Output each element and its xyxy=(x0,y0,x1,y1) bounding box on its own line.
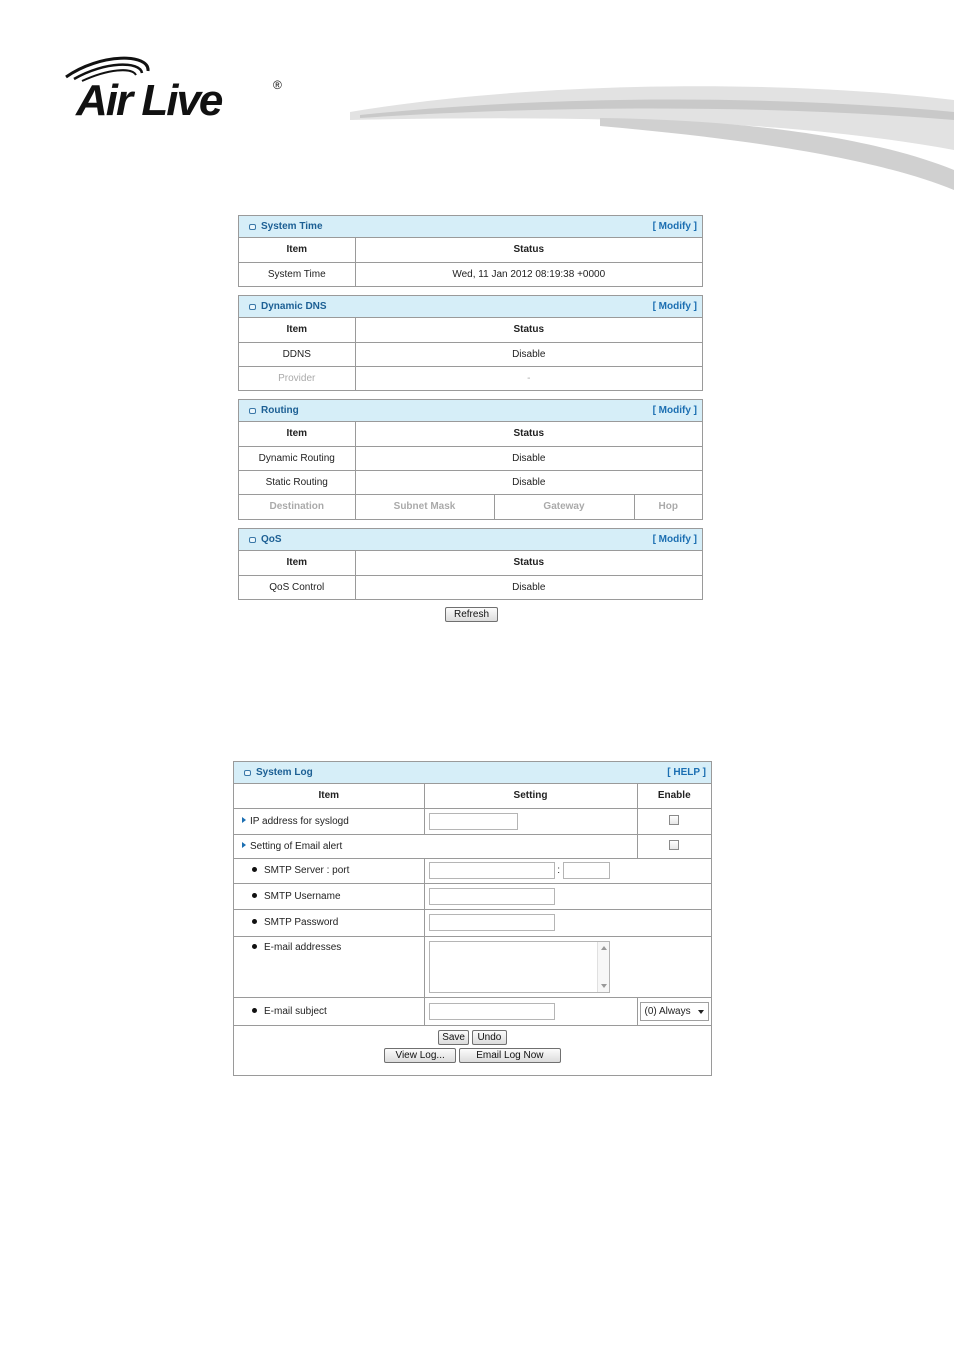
scroll-down-icon[interactable] xyxy=(601,984,607,988)
routing-panel xyxy=(238,399,703,520)
table-row xyxy=(234,858,711,883)
row-status: Disable xyxy=(355,446,702,470)
smtp-user-row xyxy=(234,883,424,909)
bullet-dot-icon xyxy=(252,867,257,872)
email-addr-row xyxy=(234,936,424,997)
smtp-password-input[interactable] xyxy=(429,914,555,931)
row-item: Provider xyxy=(239,366,355,390)
ddns-title: Dynamic DNS xyxy=(261,301,327,312)
logo-wordmark: Air Live xyxy=(76,76,222,125)
column-header-item: Item xyxy=(234,784,424,808)
system-time-panel xyxy=(238,215,703,287)
column-header-gateway: Gateway xyxy=(494,495,634,519)
system-log-table xyxy=(234,784,711,1075)
system-log-title: System Log xyxy=(256,767,313,778)
textarea-scrollbar[interactable] xyxy=(597,942,609,992)
arrow-icon xyxy=(242,842,246,848)
header-swoosh xyxy=(340,60,954,200)
chevron-down-icon xyxy=(698,1010,704,1014)
refresh-button[interactable]: Refresh xyxy=(445,607,498,622)
smtp-username-input[interactable] xyxy=(429,888,555,905)
save-button[interactable]: Save xyxy=(438,1030,469,1045)
static-route-table xyxy=(239,494,702,519)
smtp-server-label: SMTP Server : port xyxy=(264,865,350,876)
email-subject-cell xyxy=(424,997,637,1025)
table-row xyxy=(239,262,702,286)
column-header-destination: Destination xyxy=(239,495,355,519)
email-subject-label: E-mail subject xyxy=(264,1005,327,1017)
column-header-item: Item xyxy=(239,318,355,342)
email-subject-row xyxy=(234,997,424,1025)
bullet-dot-icon xyxy=(252,1008,257,1013)
smtp-user-cell xyxy=(424,883,711,909)
smtp-port-input[interactable] xyxy=(563,862,610,879)
qos-modify-link[interactable]: [ Modify ] xyxy=(652,534,697,545)
system-time-title: System Time xyxy=(261,221,323,232)
bullet-dot-icon xyxy=(252,919,257,924)
section-bullet-icon xyxy=(244,770,251,776)
bullet-dot-icon xyxy=(252,944,257,949)
email-addr-cell xyxy=(424,936,711,997)
undo-button[interactable]: Undo xyxy=(472,1030,507,1045)
ddns-table xyxy=(239,318,702,390)
syslog-ip-label: IP address for syslogd xyxy=(250,815,349,827)
qos-table xyxy=(239,551,702,599)
row-status: Disable xyxy=(355,575,702,599)
syslog-ip-cell xyxy=(424,808,637,834)
row-item: QoS Control xyxy=(239,575,355,599)
system-log-help-link[interactable]: [ HELP ] xyxy=(667,767,706,778)
row-status: Disable xyxy=(355,342,702,366)
table-row xyxy=(234,834,711,858)
row-item: System Time xyxy=(239,262,355,286)
table-row xyxy=(234,1025,711,1075)
qos-title: QoS xyxy=(261,534,282,545)
column-header-subnet-mask: Subnet Mask xyxy=(355,495,494,519)
email-alert-enable-cell xyxy=(637,834,711,858)
smtp-pass-label: SMTP Password xyxy=(264,917,339,928)
column-header-status: Status xyxy=(513,428,545,440)
table-row xyxy=(239,470,702,494)
airlive-logo xyxy=(60,55,300,125)
smtp-pass-cell xyxy=(424,909,711,936)
qos-panel xyxy=(238,528,703,600)
system-time-table xyxy=(239,238,702,286)
ddns-panel xyxy=(238,295,703,391)
subject-select-cell xyxy=(637,997,711,1025)
section-bullet-icon xyxy=(249,408,256,414)
view-log-button[interactable]: View Log... xyxy=(384,1048,456,1063)
system-time-header xyxy=(239,216,702,238)
ddns-header xyxy=(239,296,702,318)
table-row xyxy=(239,575,702,599)
qos-header xyxy=(239,529,702,551)
section-bullet-icon xyxy=(249,304,256,310)
routing-table xyxy=(239,422,702,494)
column-header-hop: Hop xyxy=(658,501,678,513)
smtp-pass-row xyxy=(234,909,424,936)
column-header-enable: Enable xyxy=(657,790,691,802)
syslog-ip-input[interactable] xyxy=(429,813,518,830)
table-row xyxy=(239,342,702,366)
email-log-now-button[interactable]: Email Log Now xyxy=(459,1048,561,1063)
table-row xyxy=(234,997,711,1025)
routing-header xyxy=(239,400,702,422)
email-frequency-select[interactable] xyxy=(640,1002,709,1021)
routing-modify-link[interactable]: [ Modify ] xyxy=(652,405,697,416)
table-row xyxy=(234,936,711,997)
email-frequency-value: (0) Always xyxy=(644,1005,691,1017)
scroll-up-icon[interactable] xyxy=(601,946,607,950)
routing-title: Routing xyxy=(261,405,299,416)
system-log-header xyxy=(234,762,711,784)
section-bullet-icon xyxy=(249,224,256,230)
email-subject-input[interactable] xyxy=(429,1003,555,1020)
email-alert-row xyxy=(234,834,637,858)
table-row xyxy=(234,883,711,909)
column-header-item: Item xyxy=(239,551,355,575)
section-bullet-icon xyxy=(249,537,256,543)
row-status: - xyxy=(355,366,702,390)
row-item: DDNS xyxy=(239,342,355,366)
row-item: Static Routing xyxy=(239,470,355,494)
table-row xyxy=(239,446,702,470)
column-header-item: Item xyxy=(239,422,355,446)
smtp-server-row xyxy=(234,858,424,883)
syslog-enable-cell xyxy=(637,808,711,834)
smtp-server-input[interactable] xyxy=(429,862,555,879)
email-alert-label: Setting of Email alert xyxy=(250,840,343,852)
column-header-status: Status xyxy=(513,244,545,256)
syslog-button-cell xyxy=(234,1025,711,1075)
column-header-setting: Setting xyxy=(424,784,637,808)
registered-mark: ® xyxy=(273,78,282,92)
row-status: Disable xyxy=(355,470,702,494)
row-status: Wed, 11 Jan 2012 08:19:38 +0000 xyxy=(355,262,702,286)
port-separator: : xyxy=(557,865,561,877)
system-time-modify-link[interactable]: [ Modify ] xyxy=(652,221,697,232)
table-row xyxy=(239,366,702,390)
smtp-server-cell xyxy=(424,858,711,883)
syslog-enable-checkbox[interactable] xyxy=(669,815,679,825)
row-item: Dynamic Routing xyxy=(239,446,355,470)
column-header-status: Status xyxy=(513,557,545,569)
arrow-icon xyxy=(242,817,246,823)
bullet-dot-icon xyxy=(252,893,257,898)
column-header-item: Item xyxy=(239,238,355,262)
table-row xyxy=(234,909,711,936)
system-log-panel xyxy=(233,761,712,1076)
email-addresses-textarea[interactable] xyxy=(429,941,610,993)
smtp-user-label: SMTP Username xyxy=(264,890,341,902)
syslog-ip-row xyxy=(234,808,424,834)
column-header-status: Status xyxy=(513,324,545,336)
email-addr-label: E-mail addresses xyxy=(264,941,342,953)
table-row xyxy=(234,808,711,834)
email-alert-checkbox[interactable] xyxy=(669,840,679,850)
ddns-modify-link[interactable]: [ Modify ] xyxy=(652,301,697,312)
